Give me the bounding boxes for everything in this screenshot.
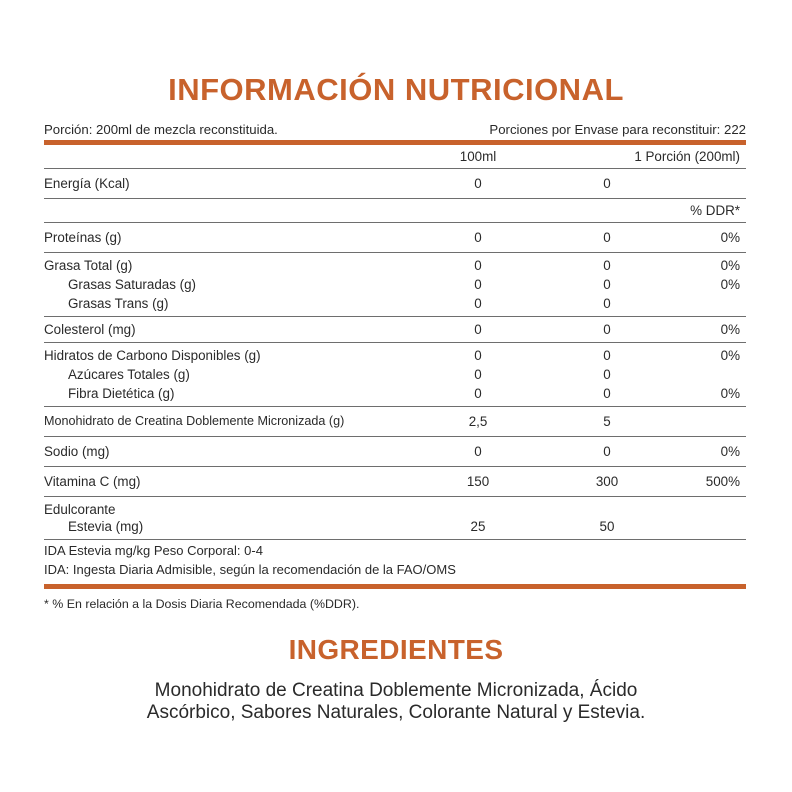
ingredients-title: INGREDIENTES <box>288 634 504 665</box>
portion-text: Porción: 200ml de mezcla reconstituida. <box>44 121 278 137</box>
row-grasas-group: Grasa Total (g) 0 0 0% Grasas Saturadas (g) 0 0 0% Grasas Trans (g) 0 0 <box>44 258 740 311</box>
row-sodio: Sodio (mg) 0 0 0% <box>44 444 740 459</box>
column-header-row <box>44 145 746 168</box>
serving-header <box>44 118 746 140</box>
col-ddr: % DDR* <box>690 203 740 218</box>
ingredients-line-1: Monohidrato de Creatina Doblemente Micronizada, Ácido <box>154 680 638 701</box>
row-proteinas: Proteínas (g) 0 0 0% <box>44 230 740 245</box>
row-creatina: Monohidrato de Creatina Doblemente Micronizada (g) 2,5 5 <box>44 414 611 429</box>
row-vitamina-c: Vitamina C (mg) 150 300 500% <box>44 474 740 489</box>
row-energia: Energía (Kcal) 0 0 <box>44 176 611 191</box>
col-100ml: 100ml <box>459 149 497 164</box>
ddr-header-row <box>44 199 746 222</box>
row-edulcorante: Edulcorante Estevia (mg) 25 50 <box>44 502 615 534</box>
row-colesterol: Colesterol (mg) 0 0 0% <box>44 322 740 337</box>
bottom-accent-bar <box>44 584 746 589</box>
page-title: INFORMACIÓN NUTRICIONAL <box>168 72 624 107</box>
ida-definition: IDA: Ingesta Diaria Admisible, según la recomendación de la FAO/OMS <box>44 562 456 577</box>
ingredients-line-2: Ascórbico, Sabores Naturales, Colorante Natural y Estevia. <box>146 702 646 723</box>
col-portion: 1 Porción (200ml) <box>634 149 740 164</box>
ingredients-text <box>40 680 752 724</box>
ida-line: IDA Estevia mg/kg Peso Corporal: 0-4 <box>44 543 263 558</box>
row-hidratos-group: Hidratos de Carbono Disponibles (g) 0 0 0% Azúcares Totales (g) 0 0 Fibra Dietética (g) 0 0 0% <box>44 348 740 401</box>
ddr-footnote: * % En relación a la Dosis Diaria Recomendada (%DDR). <box>44 597 360 611</box>
servings-text: Porciones por Envase para reconstituir: 222 <box>489 121 746 137</box>
nutrition-table <box>44 118 746 589</box>
